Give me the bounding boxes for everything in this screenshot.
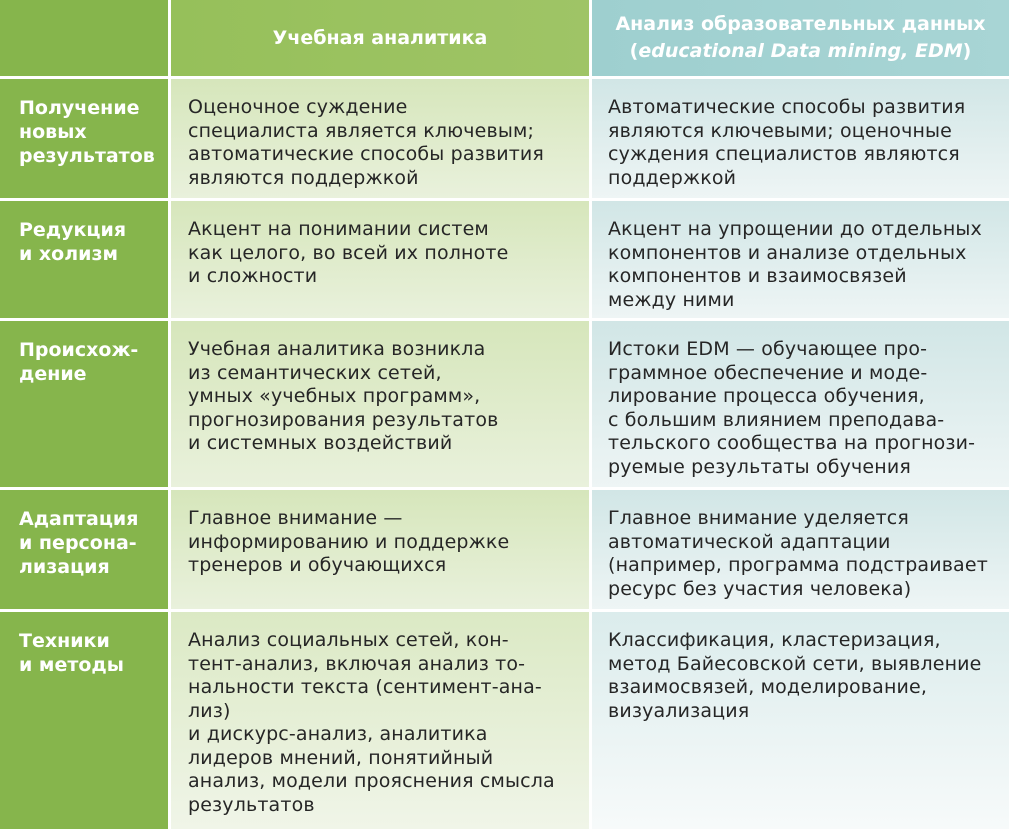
header-edm — [592, 0, 1009, 76]
row-label-adaptation: Адаптация и персона- лизация — [0, 490, 168, 609]
header-edm-title: Анализ образовательных данных — [615, 13, 986, 35]
row-label-new-results: Получение новых результатов — [0, 79, 168, 198]
row-label-reduction-holism: Редукция и холизм — [0, 201, 168, 318]
row-label-techniques: Техники и методы — [0, 612, 168, 829]
cell-la-techniques: Анализ социальных сетей, кон- тент-анализ, включая анализ то- нальности текста (сентимент-ана- лиз) и дискурс-анализ, аналитика лидеров мнений, понятийный анализ, модели прояснения смысла результатов — [171, 612, 589, 829]
cell-la-origin: Учебная аналитика возникла из семантических сетей, умных «учебных программ», прогнозирования результатов и системных воздействий — [171, 321, 589, 487]
header-corner — [0, 0, 168, 76]
header-edm-subtitle: (educational Data mining, EDM) — [629, 40, 972, 62]
cell-la-adaptation: Главное внимание — информированию и поддержке тренеров и обучающихся — [171, 490, 589, 609]
cell-la-reduction-holism: Акцент на понимании систем как целого, во всей их полноте и сложности — [171, 201, 589, 318]
cell-edm-origin: Истоки EDM — обучающее про- граммное обеспечение и моде- лирование процесса обучения, с большим влиянием преподава- тельского сообщества на прогнози- руемые результаты обучения — [592, 321, 1009, 487]
header-learning-analytics: Учебная аналитика — [171, 0, 589, 76]
cell-edm-reduction-holism: Акцент на упрощении до отдельных компонентов и анализе отдельных компонентов и взаимосвязей между ними — [592, 201, 1009, 318]
cell-la-new-results: Оценочное суждение специалиста является ключевым; автоматические способы развития являются поддержкой — [171, 79, 589, 198]
cell-edm-adaptation: Главное внимание уделяется автоматической адаптации (например, программа подстраивает ресурс без участия человека) — [592, 490, 1009, 609]
cell-edm-techniques: Классификация, кластеризация, метод Байесовской сети, выявление взаимосвязей, моделирование, визуализация — [592, 612, 1009, 829]
cell-edm-new-results: Автоматические способы развития являются ключевыми; оценочные суждения специалистов являются поддержкой — [592, 79, 1009, 198]
row-label-origin: Происхож- дение — [0, 321, 168, 487]
